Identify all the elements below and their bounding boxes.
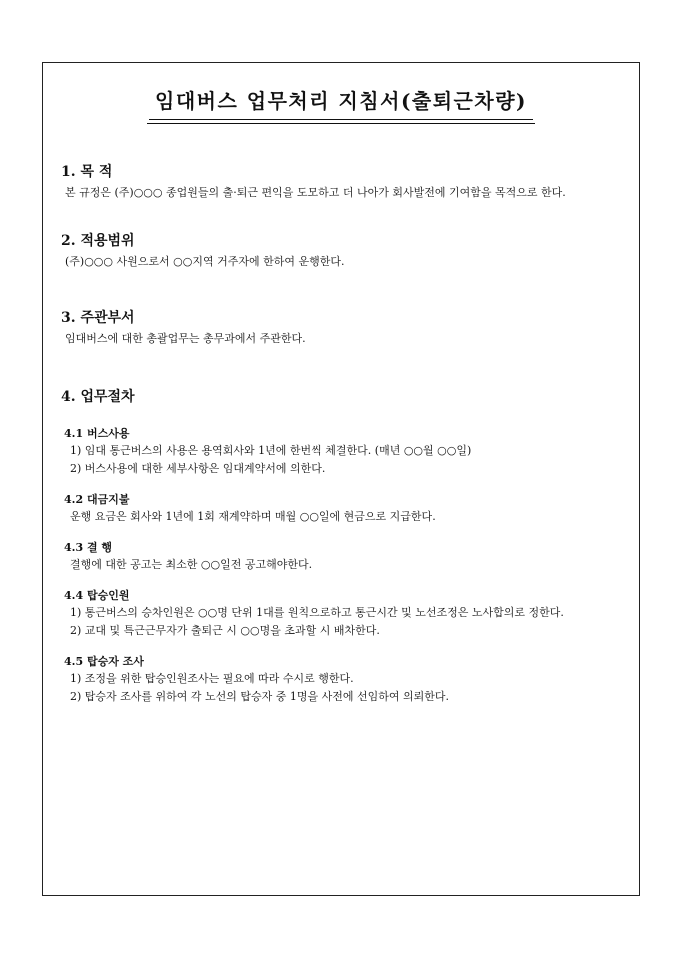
section-heading: 2. 적용범위 <box>61 233 135 249</box>
subsection-heading: 4.5 탑승자 조사 <box>64 655 144 668</box>
subsection-heading: 4.2 대금지불 <box>64 493 130 506</box>
subsection-capacity <box>61 588 625 640</box>
list-item: 2) 버스사용에 대한 세부사항은 임대계약서에 의한다. <box>70 462 326 475</box>
subsection-heading: 4.3 결 행 <box>64 541 113 554</box>
list-item: 1) 통근버스의 승차인원은 ○○명 단위 1대를 원칙으로하고 통근시간 및 노선조정은 노사합의로 정한다. <box>70 606 564 619</box>
section-body: 임대버스에 대한 총괄업무는 총무과에서 주관한다. <box>65 332 306 345</box>
document-frame <box>42 62 640 896</box>
list-item: 2) 탑승자 조사를 위하여 각 노선의 탑승자 중 1명을 사전에 선임하여 의뢰한다. <box>70 690 450 703</box>
subsection-survey <box>61 654 625 706</box>
subsection-payment <box>61 492 625 526</box>
section-body: 본 규정은 (주)○○○ 종업원들의 출·퇴근 편익을 도모하고 더 나아가 회사발전에 기여함을 목적으로 한다. <box>65 186 566 199</box>
section-scope <box>61 232 625 271</box>
section-procedure <box>61 388 625 706</box>
list-item: 2) 교대 및 특근근무자가 출퇴근 시 ○○명을 초과할 시 배차한다. <box>70 624 380 637</box>
title-block <box>43 85 639 120</box>
document-body <box>61 163 625 706</box>
section-purpose <box>61 163 625 202</box>
subsection-heading: 4.1 버스사용 <box>64 427 130 440</box>
subsection-body: 결행에 대한 공고는 최소한 ○○일전 공고해야한다. <box>70 558 313 571</box>
subsection-body: 운행 요금은 회사와 1년에 1회 재계약하며 매월 ○○일에 현금으로 지급한다. <box>70 510 436 523</box>
subsection-cancellation <box>61 540 625 574</box>
subsection-heading: 4.4 탑승인원 <box>64 589 130 602</box>
list-item: 1) 임대 통근버스의 사용은 용역회사와 1년에 한번씩 체결한다. (매년 ○○월 ○○일) <box>70 444 472 457</box>
section-department <box>61 309 625 348</box>
page-title: 임대버스 업무처리 지침서(출퇴근차량) <box>149 85 533 120</box>
section-heading: 4. 업무절차 <box>61 389 135 405</box>
list-item: 1) 조정을 위한 탑승인원조사는 필요에 따라 수시로 행한다. <box>70 672 354 685</box>
section-body: (주)○○○ 사원으로서 ○○지역 거주자에 한하여 운행한다. <box>65 255 345 268</box>
section-heading: 3. 주관부서 <box>61 310 135 326</box>
subsection-bus-use <box>61 426 625 478</box>
section-heading: 1. 목 적 <box>61 164 113 180</box>
